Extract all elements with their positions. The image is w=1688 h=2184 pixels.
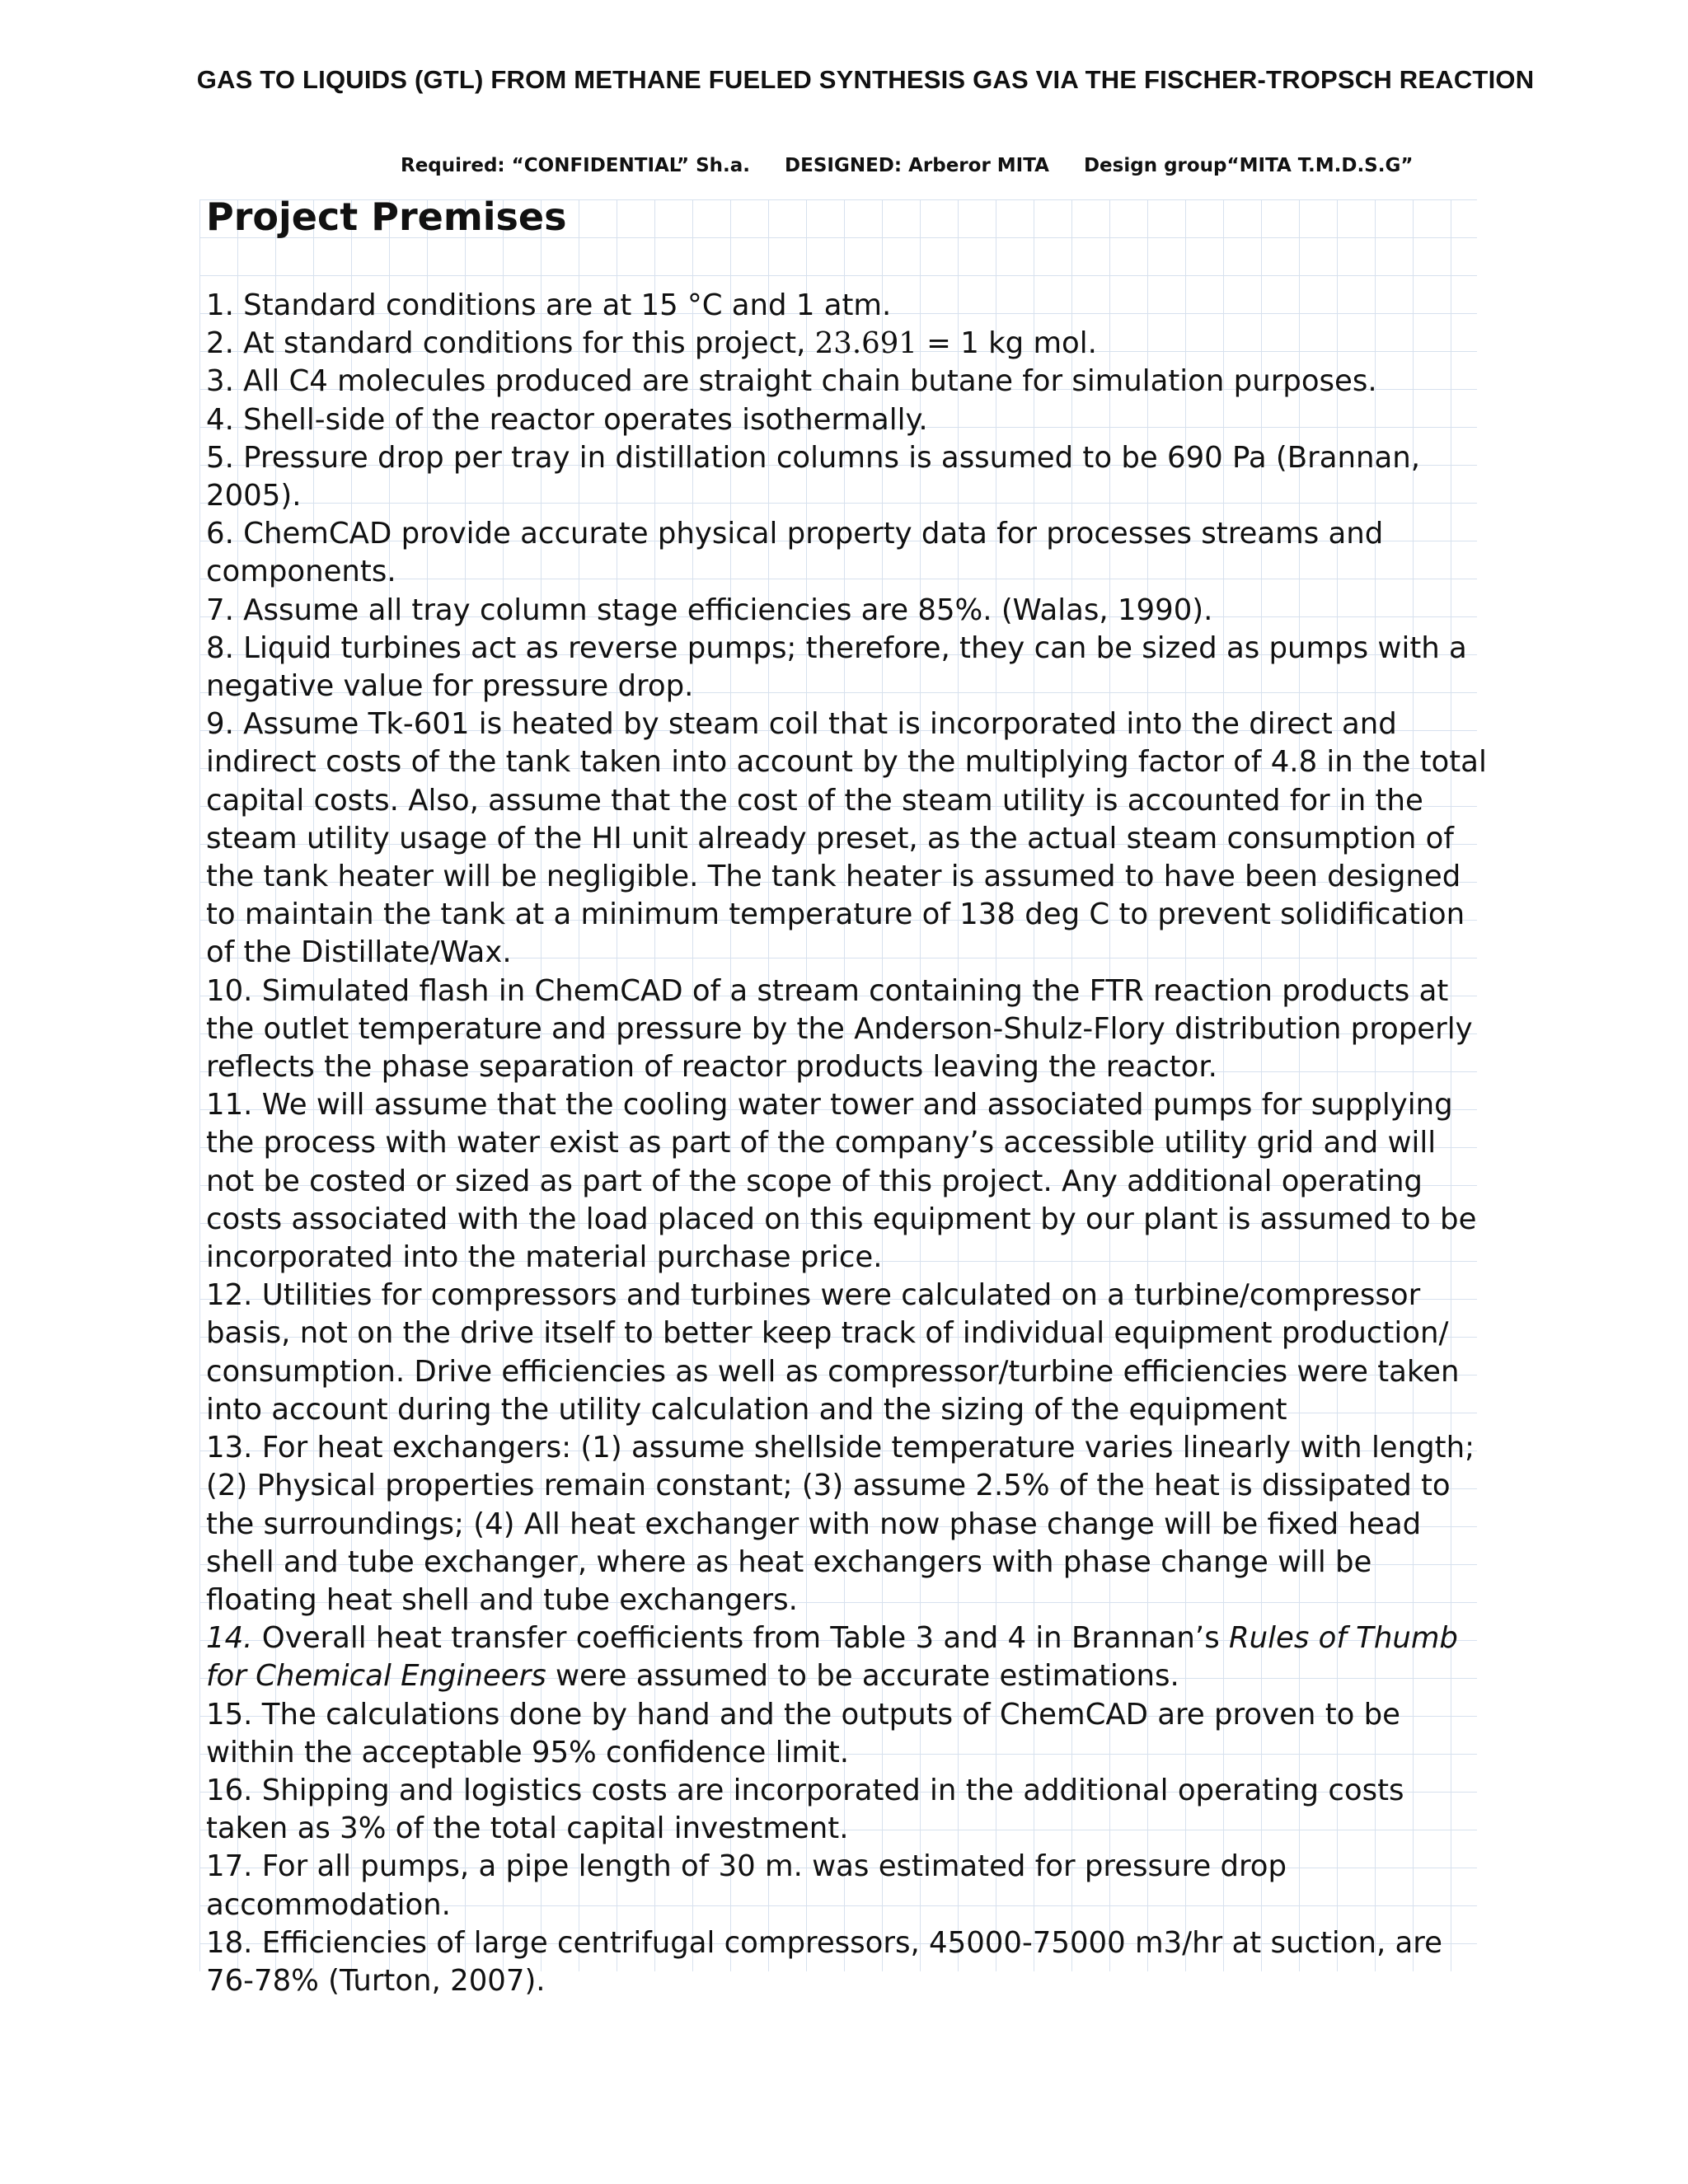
premise-text: Standard conditions are at 15 °C and 1 atm. <box>243 288 892 322</box>
premise-text: Shipping and logistics costs are incorporated in the additional operating costs taken as 3% of the total capital investment. <box>206 1773 1404 1846</box>
premise-number: 11. <box>206 1088 253 1122</box>
premise-item <box>206 1772 1492 1848</box>
premise-book-title: Rules of Thumb for Chemical Engineers <box>206 1621 1458 1694</box>
premise-text: ChemCAD provide accurate physical property data for processes streams and components. <box>206 517 1384 589</box>
premise-number: 16. <box>206 1773 253 1807</box>
premises-list <box>206 287 1492 2000</box>
premise-number: 2. <box>206 326 234 361</box>
premise-item <box>206 1086 1492 1277</box>
premise-number: 3. <box>206 364 234 399</box>
premise-item <box>206 1277 1492 1429</box>
premise-number: 14. <box>206 1621 253 1656</box>
premise-text: Assume Tk-601 is heated by steam coil that is incorporated into the direct and indirect costs of the tank taken into account by the multiplying factor of 4.8 in the total capital costs. Also, assume that the cost of the steam utility is accounted for in the steam utility usage of the HI unit already preset, as the actual steam consumption of the tank heater will be negligible. The tank heater is assumed to have been designed to maintain the tank at a minimum temperature of 138 deg C to prevent solidification of the Distillate/Wax. <box>206 707 1487 970</box>
document-title: GAS TO LIQUIDS (GTL) FROM METHANE FUELED SYNTHESIS GAS VIA THE FISCHER-TROPSCH REACTION <box>196 65 1535 94</box>
premise-item <box>206 325 1492 363</box>
premise-item <box>206 972 1492 1087</box>
premise-number: 9. <box>206 707 234 742</box>
design-group-label: Design group“MITA T.M.D.S.G” <box>1083 155 1414 176</box>
premise-item <box>206 1924 1492 2000</box>
section-heading: Project Premises <box>206 194 567 239</box>
premise-number: 4. <box>206 402 234 437</box>
premise-text: Efficiencies of large centrifugal compressors, 45000-75000 m3/hr at suction, are 76-78% (Turton, 2007). <box>206 1925 1442 1998</box>
premise-number: 10. <box>206 973 253 1008</box>
premise-number: 13. <box>206 1431 253 1465</box>
premise-number: 15. <box>206 1697 253 1732</box>
premise-text: Utilities for compressors and turbines were calculated on a turbine/compressor basis, not on the drive itself to better keep track of individual equipment production/ consumption. Drive efficiencies as well as compressor/turbine efficiencies were taken into account during the utility calculation and the sizing of the equipment <box>206 1278 1460 1427</box>
premise-text: Pressure drop per tray in distillation columns is assumed to be 690 Pa (Brannan, 2005). <box>206 440 1420 513</box>
premise-item <box>206 363 1492 401</box>
premise-number: 5. <box>206 440 234 475</box>
premise-text: For heat exchangers: (1) assume shellside temperature varies linearly with length; (2) Physical properties remain constant; (3) assume 2.5% of the heat is dissipated to the surroundings; (4) All heat exchanger with now phase change will be fixed head shell and tube exchanger, where as heat exchangers with phase change will be floating heat shell and tube exchangers. <box>206 1431 1475 1617</box>
premise-item <box>206 592 1492 630</box>
premise-number: 12. <box>206 1278 253 1313</box>
premise-text: Shell-side of the reactor operates isothermally. <box>243 402 928 437</box>
premise-number: 18. <box>206 1925 253 1960</box>
premise-number: 1. <box>206 288 234 322</box>
premise-text: were assumed to be accurate estimations. <box>555 1659 1179 1694</box>
premise-item <box>206 630 1492 705</box>
premise-item <box>206 515 1492 591</box>
premise-text: Overall heat transfer coefficients from Table 3 and 4 in Brannan’s <box>261 1621 1220 1656</box>
premise-number: 8. <box>206 630 234 665</box>
premise-text: We will assume that the cooling water tower and associated pumps for supplying the process with water exist as part of the company’s accessible utility grid and will not be costed or sized as part of the scope of this project. Any additional operating costs associated with the load placed on this equipment by our plant is assumed to be incorporated into the material purchase price. <box>206 1088 1477 1275</box>
premise-item <box>206 287 1492 325</box>
premise-text: At standard conditions for this project, <box>243 326 806 361</box>
premise-math-value: 23.691 <box>814 326 917 361</box>
document-meta <box>401 155 1554 176</box>
premise-item <box>206 705 1492 972</box>
designed-label: DESIGNED: Arberor MITA <box>785 155 1049 176</box>
premise-text: = 1 kg mol. <box>926 326 1097 361</box>
premise-text: Assume all tray column stage efficiencies are 85%. (Walas, 1990). <box>243 593 1213 627</box>
premise-text: All C4 molecules produced are straight chain butane for simulation purposes. <box>243 364 1377 399</box>
premise-text: Simulated flash in ChemCAD of a stream containing the FTR reaction products at the outlet temperature and pressure by the Anderson-Shulz-Flory distribution properly reflects the phase separation of reactor products leaving the reactor. <box>206 973 1473 1085</box>
premise-item <box>206 1429 1492 1619</box>
premise-text: The calculations done by hand and the outputs of ChemCAD are proven to be within the acceptable 95% confidence limit. <box>206 1697 1400 1769</box>
premise-number: 17. <box>206 1849 253 1884</box>
required-label: Required: “CONFIDENTIAL” Sh.a. <box>401 155 751 176</box>
premise-item <box>206 1696 1492 1772</box>
premise-text: Liquid turbines act as reverse pumps; therefore, they can be sized as pumps with a negative value for pressure drop. <box>206 630 1467 704</box>
premise-item <box>206 1619 1492 1695</box>
premise-item <box>206 401 1492 439</box>
premise-text: For all pumps, a pipe length of 30 m. was estimated for pressure drop accommodation. <box>206 1849 1287 1922</box>
premise-number: 7. <box>206 593 234 627</box>
premise-item <box>206 1848 1492 1924</box>
premise-number: 6. <box>206 517 234 551</box>
premise-item <box>206 439 1492 515</box>
